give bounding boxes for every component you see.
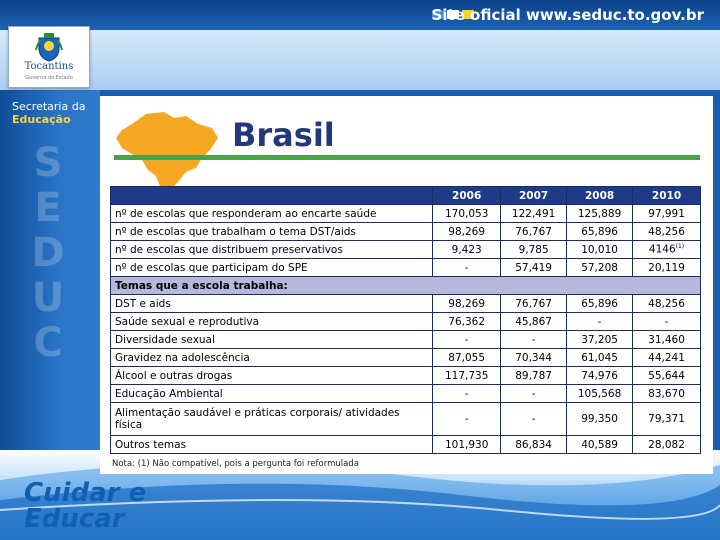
slogan-line1: Cuidar e — [24, 478, 147, 508]
cell-value: 28,082 — [633, 436, 701, 454]
seduc-letter-s: S — [33, 140, 63, 186]
table-row — [111, 436, 701, 454]
table-row — [111, 295, 701, 313]
section-label: Temas que a escola trabalha: — [111, 277, 701, 295]
cell-value: 76,767 — [501, 295, 567, 313]
cell-value: 40,589 — [567, 436, 633, 454]
cell-value: 125,889 — [567, 205, 633, 223]
cell-value: 79,371 — [633, 403, 701, 436]
row-label: nº de escolas que distribuem preservativos — [111, 241, 433, 259]
cell-value: 48,256 — [633, 295, 701, 313]
brazil-map-icon — [112, 106, 222, 198]
cell-value: 48,256 — [633, 223, 701, 241]
row-label: Saúde sexual e reprodutiva — [111, 313, 433, 331]
educacao-label: Educação — [12, 113, 71, 126]
data-table — [110, 186, 701, 454]
row-label: Gravidez na adolescência — [111, 349, 433, 367]
cell-value: 10,010 — [567, 241, 633, 259]
seduc-letter-d: D — [31, 230, 65, 276]
cell-value: 99,350 — [567, 403, 633, 436]
cell-value: - — [433, 403, 501, 436]
row-label: Educação Ambiental — [111, 385, 433, 403]
cell-value: 61,045 — [567, 349, 633, 367]
table-row — [111, 259, 701, 277]
cell-value: 76,362 — [433, 313, 501, 331]
table-row — [111, 241, 701, 259]
site-url-link[interactable]: Site oficial www.seduc.to.gov.br — [431, 6, 704, 24]
cell-value: - — [633, 313, 701, 331]
cell-value: 74,976 — [567, 367, 633, 385]
cell-value: 31,460 — [633, 331, 701, 349]
logo-subtitle: Governo do Estado — [25, 75, 73, 81]
cell-value: 45,867 — [501, 313, 567, 331]
cell-value: 105,568 — [567, 385, 633, 403]
cell-value: 122,491 — [501, 205, 567, 223]
cell-value: 117,735 — [433, 367, 501, 385]
table-row — [111, 331, 701, 349]
table-row — [111, 349, 701, 367]
table-header-row — [111, 187, 701, 205]
row-label: Álcool e outras drogas — [111, 367, 433, 385]
cell-value: - — [433, 385, 501, 403]
cell-value: 57,419 — [501, 259, 567, 277]
tocantins-logo — [8, 26, 90, 88]
row-label: Outros temas — [111, 436, 433, 454]
cell-value-with-note — [633, 241, 701, 259]
table-row — [111, 313, 701, 331]
section-row — [111, 277, 701, 295]
table-row — [111, 367, 701, 385]
title-underline — [114, 155, 700, 160]
row-label: Diversidade sexual — [111, 331, 433, 349]
cell-value: 9,423 — [433, 241, 501, 259]
row-label: Alimentação saudável e práticas corporais/ atividades física — [111, 403, 433, 436]
row-label: nº de escolas que trabalham o tema DST/aids — [111, 223, 433, 241]
logo-name: Tocantins — [24, 61, 74, 72]
coat-of-arms-icon — [35, 32, 63, 62]
header-strip — [0, 30, 720, 90]
row-label: DST e aids — [111, 295, 433, 313]
cell-value: 57,208 — [567, 259, 633, 277]
cell-value: - — [433, 331, 501, 349]
header-cell: 2006 — [433, 187, 501, 205]
cell-value: 76,767 — [501, 223, 567, 241]
cell-value: - — [567, 313, 633, 331]
cell-value: - — [501, 403, 567, 436]
cell-value: 70,344 — [501, 349, 567, 367]
header-cell — [111, 187, 433, 205]
cell-value: - — [433, 259, 501, 277]
cell-value: 44,241 — [633, 349, 701, 367]
table-row — [111, 403, 701, 436]
cell-value: 20,119 — [633, 259, 701, 277]
footnote-marker: (1) — [675, 243, 685, 251]
seduc-letter-c: C — [33, 320, 63, 366]
cell-value: 83,670 — [633, 385, 701, 403]
cell-value: 97,991 — [633, 205, 701, 223]
cell-value: 9,785 — [501, 241, 567, 259]
cell-value: 89,787 — [501, 367, 567, 385]
secretaria-label: Secretaria da — [12, 100, 86, 113]
cell-value: 86,834 — [501, 436, 567, 454]
cell-value: 98,269 — [433, 223, 501, 241]
cell-value: - — [501, 385, 567, 403]
cell-value: 65,896 — [567, 295, 633, 313]
seduc-letter-u: U — [31, 275, 65, 321]
cell-value: 98,269 — [433, 295, 501, 313]
slogan-line2: Educar — [24, 504, 125, 534]
table-row — [111, 223, 701, 241]
cell-value: 170,053 — [433, 205, 501, 223]
header-cell: 2010 — [633, 187, 701, 205]
table-row — [111, 205, 701, 223]
cell-value: 55,644 — [633, 367, 701, 385]
cell-value: 65,896 — [567, 223, 633, 241]
row-label: nº de escolas que responderam ao encarte saúde — [111, 205, 433, 223]
table-footnote: Nota: (1) Não compatível, pois a pergunta foi reformulada — [112, 459, 359, 469]
cell-value: 87,055 — [433, 349, 501, 367]
header-cell: 2007 — [501, 187, 567, 205]
table-row — [111, 385, 701, 403]
top-banner — [0, 0, 720, 30]
cell-value: 101,930 — [433, 436, 501, 454]
page-title: Brasil — [232, 116, 335, 154]
cell-value: 4146 — [648, 243, 676, 256]
header-cell: 2008 — [567, 187, 633, 205]
row-label: nº de escolas que participam do SPE — [111, 259, 433, 277]
cell-value: - — [501, 331, 567, 349]
seduc-letter-e: E — [34, 185, 62, 231]
cell-value: 37,205 — [567, 331, 633, 349]
